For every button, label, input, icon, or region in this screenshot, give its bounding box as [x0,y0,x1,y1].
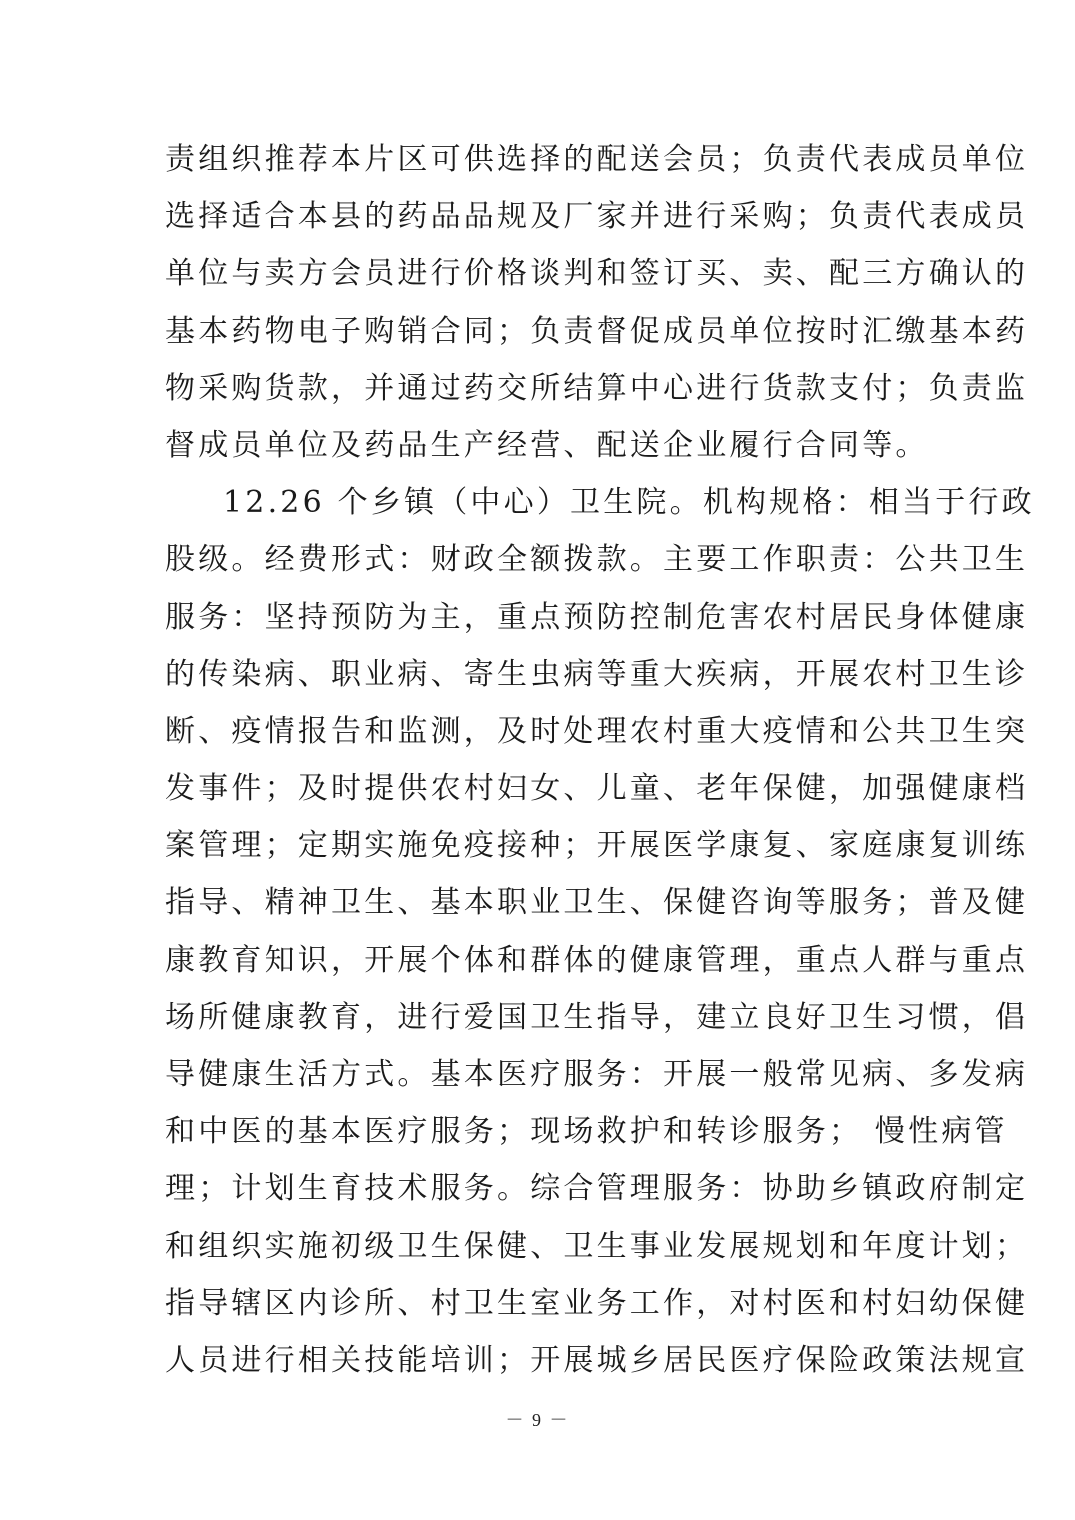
text-line: 督成员单位及药品生产经营、配送企业履行合同等。 [165,427,929,463]
text-line: 指导辖区内诊所、村卫生室业务工作，对村医和村妇幼保健 [165,1285,1029,1321]
page-number: － 9 － [505,1410,570,1430]
text-line: 和中医的基本医疗服务；现场救护和转诊服务； 慢性病管 [165,1114,1008,1150]
text-line: 案管理；定期实施免疫接种；开展医学康复、家庭康复训练 [165,828,1029,864]
text-line: 发事件；及时提供农村妇女、儿童、老年保健，加强健康档 [165,771,1029,807]
text-line: 单位与卖方会员进行价格谈判和签订买、卖、配三方确认的 [165,256,1029,292]
text-line: 基本药物电子购销合同；负责督促成员单位按时汇缴基本药 [165,313,1029,349]
paragraph-start-line: 12.26 个乡镇（中心）卫生院。机构规格：相当于行政 [223,485,1035,521]
text-line: 断、疫情报告和监测，及时处理农村重大疫情和公共卫生突 [165,713,1029,749]
text-line: 人员进行相关技能培训；开展城乡居民医疗保险政策法规宣 [165,1342,1029,1378]
text-line: 场所健康教育，进行爱国卫生指导，建立良好卫生习惯，倡 [165,999,1029,1035]
text-line: 服务：坚持预防为主，重点预防控制危害农村居民身体健康 [165,599,1029,635]
text-line: 的传染病、职业病、寄生虫病等重大疾病，开展农村卫生诊 [165,656,1029,692]
text-line: 指导、精神卫生、基本职业卫生、保健咨询等服务；普及健 [165,885,1029,921]
text-line: 康教育知识，开展个体和群体的健康管理，重点人群与重点 [165,942,1029,978]
text-line: 股级。经费形式：财政全额拨款。主要工作职责：公共卫生 [165,542,1029,578]
text-line: 选择适合本县的药品品规及厂家并进行采购；负责代表成员 [165,199,1029,235]
body-text [165,131,1035,1389]
text-line: 物采购货款，并通过药交所结算中心进行货款支付；负责监 [165,370,1029,406]
text-line: 理；计划生育技术服务。综合管理服务：协助乡镇政府制定 [165,1171,1029,1207]
text-line: 导健康生活方式。基本医疗服务：开展一般常见病、多发病 [165,1057,1029,1092]
text-line: 责组织推荐本片区可供选择的配送会员；负责代表成员单位 [165,142,1029,177]
text-line: 和组织实施初级卫生保健、卫生事业发展规划和年度计划； [165,1228,1029,1264]
